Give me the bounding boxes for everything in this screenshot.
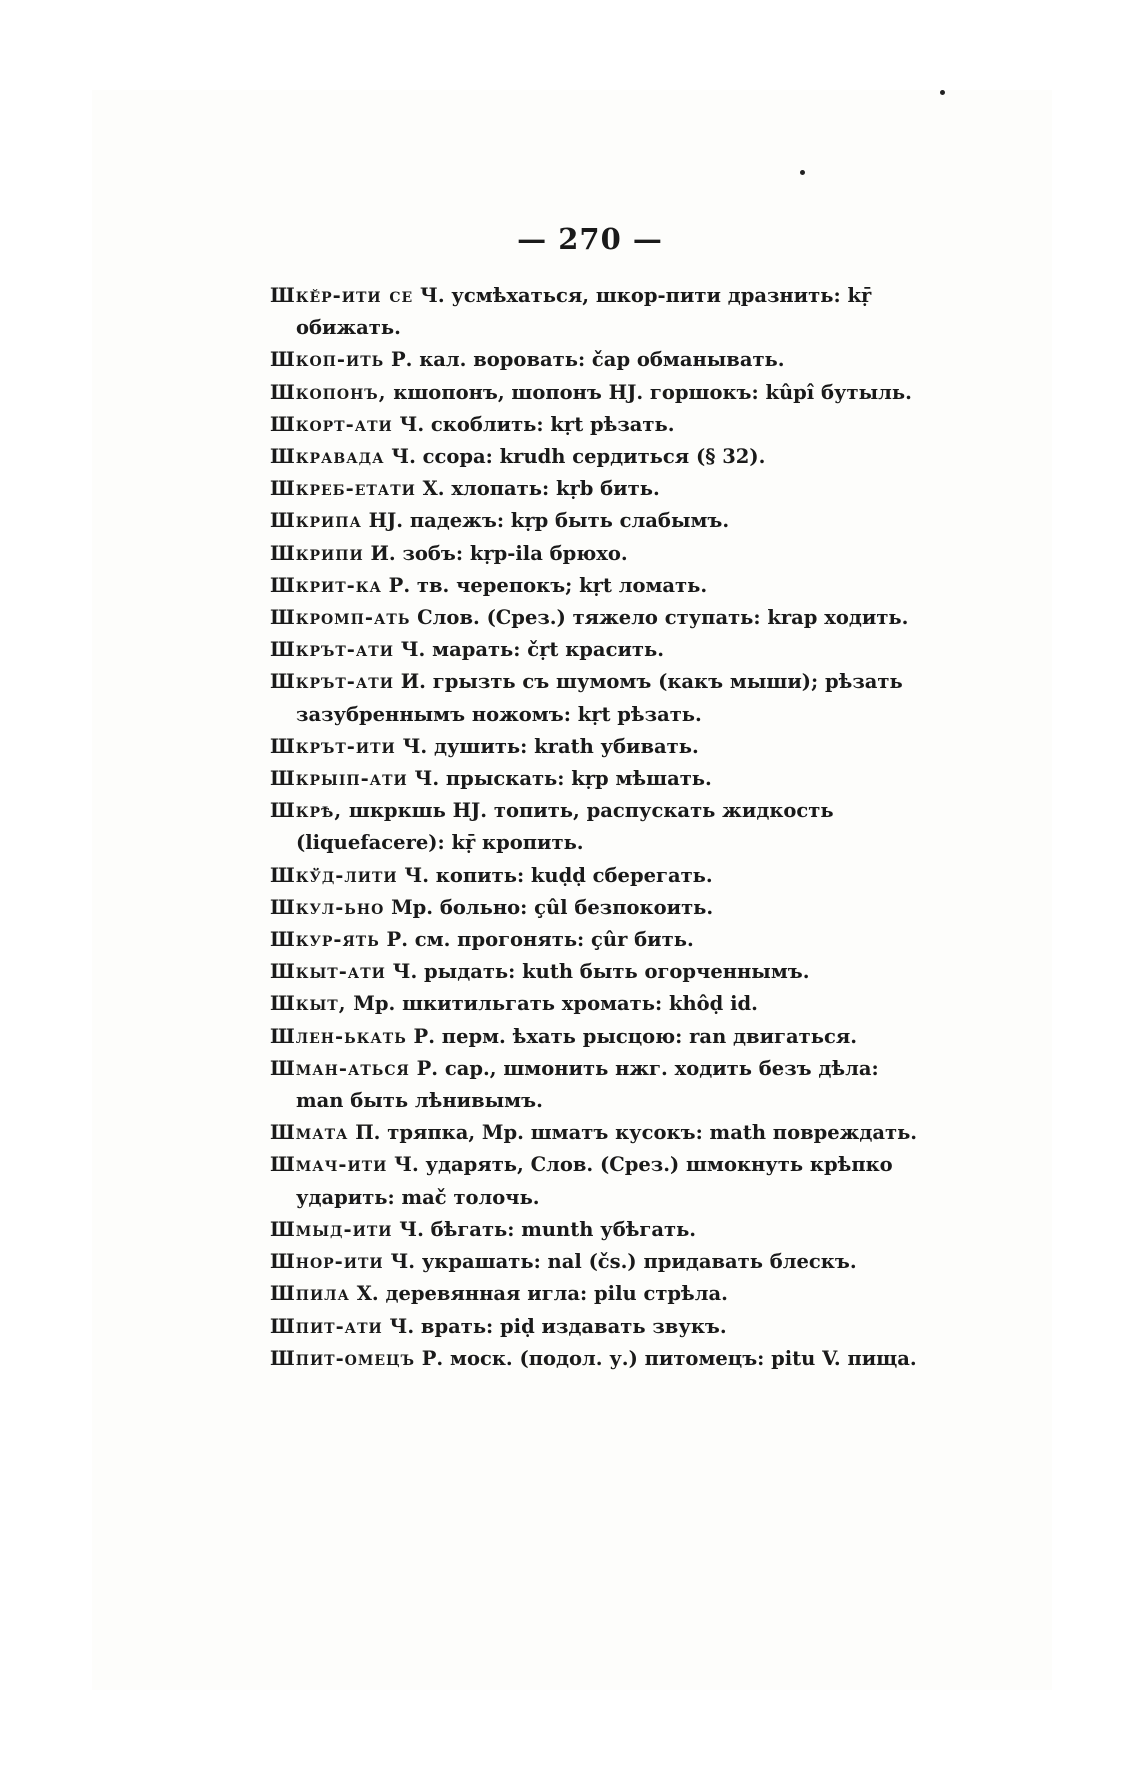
list-item: Шкыт, Мр. шкитильгать хромать: khôḍ id. — [270, 992, 758, 1016]
list-item: Шкрът-ити Ч. душить: krath убивать. — [270, 734, 699, 758]
page-number: — 270 — — [517, 222, 663, 256]
list-item: Шкрипи И. зобъ: kṛp-ila брюхо. — [270, 541, 628, 565]
list-item: Шкоп-ить Р. кал. воровать: čap обманывать. — [270, 348, 785, 372]
dictionary-entries — [270, 280, 920, 1375]
list-item: Шмач-ити Ч. ударять, Слов. (Срез.) шмокнуть крѣпко ударить: mač толочь. — [270, 1153, 893, 1209]
list-item: Шкопонъ, кшопонъ, шопонъ НЈ. горшокъ: kûpî бутыль. — [270, 380, 912, 404]
list-item: Шкрът-ати И. грызть съ шумомъ (какъ мыши); рѣзать зазубреннымъ ножомъ: kṛt рѣзать. — [270, 670, 903, 726]
list-item: Шкул-ьно Мр. больно: çûl безпокоить. — [270, 895, 714, 919]
list-item: Шкорт-ати Ч. скоблить: kṛt рѣзать. — [270, 412, 675, 436]
list-item: Шкравада Ч. ссора: krudh сердиться (§ 32). — [270, 445, 766, 469]
list-item: Шман-аться Р. сар., шмонить нжг. ходить безъ дѣла: man быть лѣнивымъ. — [270, 1056, 879, 1113]
ink-speck — [800, 170, 805, 175]
list-item: Шкромп-ать Слов. (Срез.) тяжело ступать: krap ходить. — [270, 606, 909, 630]
list-item: Шмыд-ити Ч. бѣгать: munth убѣгать. — [270, 1217, 697, 1241]
list-item: Шмата П. тряпка, Мр. шматъ кусокъ: math повреждать. — [270, 1121, 918, 1145]
list-item: Шлен-ькать Р. перм. ѣхать рысцою: ran двигаться. — [270, 1024, 858, 1048]
list-item: Шпит-ати Ч. врать: piḍ издавать звукъ. — [270, 1314, 727, 1338]
list-item: Шкыт-ати Ч. рыдать: kuth быть огорченнымъ. — [270, 960, 810, 984]
list-item: Шкўд-лити Ч. копить: kuḍḍ сберегать. — [270, 863, 713, 887]
list-item: Шкреб-етати Х. хлопать: kṛb бить. — [270, 477, 660, 501]
list-item: Шнор-ити Ч. украшать: nal (čs.) придавать блескъ. — [270, 1250, 857, 1274]
list-item: Шкрипа НЈ. падежъ: kṛp быть слабымъ. — [270, 509, 730, 533]
list-item: Шкрѣ, шкркшь НЈ. топить, распускать жидкость (liquefacere): kṝ кропить. — [270, 799, 834, 855]
list-item: Шкрыіп-ати Ч. прыскать: kṛp мѣшать. — [270, 767, 712, 791]
list-item: Шкрит-ка Р. тв. черепокъ; kṛt ломать. — [270, 573, 708, 597]
list-item: Шкӗр-ити се Ч. усмѣхаться, шкор-пити дразнить: kṝ обижать. — [270, 284, 872, 340]
ink-speck — [940, 90, 945, 95]
list-item: Шпит-омецъ Р. моск. (подол. у.) питомецъ: pitu V. пища. — [270, 1346, 917, 1370]
list-item: Шкур-ять Р. см. прогонять: çûr бить. — [270, 928, 694, 952]
list-item: Шкрът-ати Ч. марать: čṛt красить. — [270, 638, 665, 662]
list-item: Шпила Х. деревянная игла: pilu стрѣла. — [270, 1282, 728, 1306]
